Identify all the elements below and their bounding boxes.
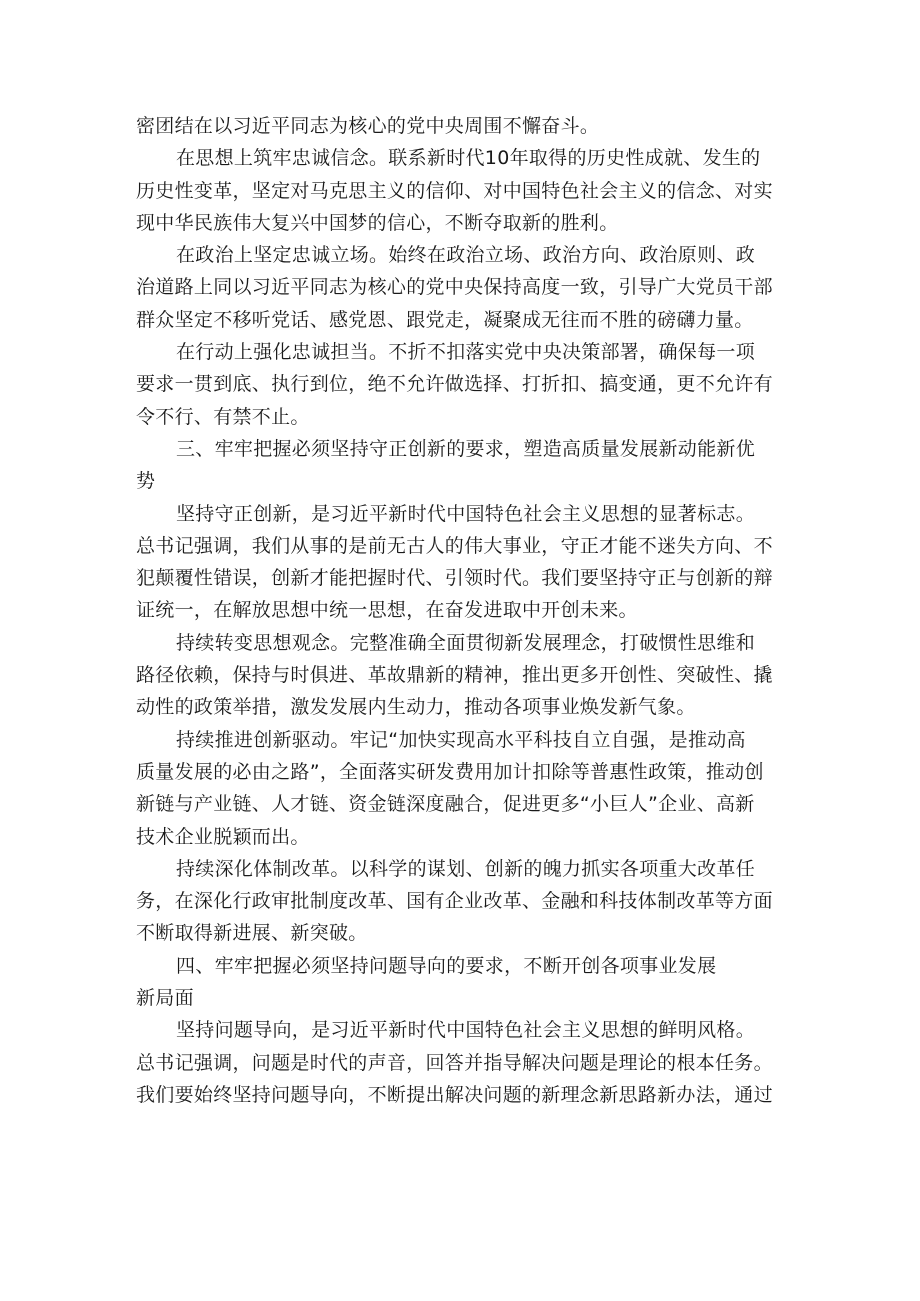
text-line: 在政治上坚定忠诚立场。始终在政治立场、政治方向、政治原则、政 <box>176 244 756 267</box>
text-line: 不断取得新进展、新突破。 <box>136 922 368 945</box>
text-line: 现中华民族伟大复兴中国梦的信心，不断夺取新的胜利。 <box>136 211 619 234</box>
text-line: 新链与产业链、人才链、资金链深度融合，促进更多“小巨人”企业、高新 <box>136 793 755 816</box>
text-line: 技术企业脱颖而出。 <box>136 825 310 848</box>
text-line: 路径依赖，保持与时俱进、革故鼎新的精神，推出更多开创性、突破性、撬 <box>136 664 773 687</box>
text-line: 坚持守正创新，是习近平新时代中国特色社会主义思想的显著标志。 <box>176 502 756 525</box>
text-line: 持续转变思想观念。完整准确全面贯彻新发展理念，打破惯性思维和 <box>176 631 756 654</box>
text-line: 持续深化体制改革。以科学的谋划、创新的魄力抓实各项重大改革任 <box>176 857 756 880</box>
text-line: 在思想上筑牢忠诚信念。联系新时代10年取得的历史性成就、发生的 <box>176 147 761 170</box>
section-heading: 新局面 <box>136 987 194 1010</box>
text-line: 历史性变革，坚定对马克思主义的信仰、对中国特色社会主义的信念、对实 <box>136 179 773 202</box>
text-line: 持续推进创新驱动。牢记“加快实现高水平科技自立自强，是推动高 <box>176 728 746 751</box>
text-line: 令不行、有禁不止。 <box>136 405 310 428</box>
text-line: 坚持问题导向，是习近平新时代中国特色社会主义思想的鲜明风格。 <box>176 1019 756 1042</box>
text-line: 犯颠覆性错误，创新才能把握时代、引领时代。我们要坚持守正与创新的辩 <box>136 567 773 590</box>
text-line: 密团结在以习近平同志为核心的党中央周围不懈奋斗。 <box>136 115 600 137</box>
text-line: 务，在深化行政审批制度改革、国有企业改革、金融和科技体制改革等方面 <box>136 890 773 913</box>
text-line: 治道路上同以习近平同志为核心的党中央保持高度一致，引导广大党员干部 <box>136 276 773 299</box>
text-line: 总书记强调，问题是时代的声音，回答并指导解决问题是理论的根本任务。 <box>136 1051 773 1074</box>
body-text <box>136 110 796 1111</box>
text-line: 质量发展的必由之路”，全面落实研发费用加计扣除等普惠性政策，推动创 <box>136 760 764 783</box>
text-line: 总书记强调，我们从事的是前无古人的伟大事业，守正才能不迷失方向、不 <box>136 534 773 557</box>
section-heading: 三、牢牢把握必须坚持守正创新的要求，塑造高质量发展新动能新优 <box>176 437 756 460</box>
text-line: 群众坚定不移听党话、感党恩、跟党走，凝聚成无往而不胜的磅礴力量。 <box>136 308 754 331</box>
text-line: 我们要始终坚持问题导向，不断提出解决问题的新理念新思路新办法，通过 <box>136 1083 773 1106</box>
text-line: 要求一贯到底、执行到位，绝不允许做选择、打折扣、搞变通，更不允许有 <box>136 373 773 396</box>
text-line: 在行动上强化忠诚担当。不折不扣落实党中央决策部署，确保每一项 <box>176 341 756 364</box>
text-line: 证统一，在解放思想中统一思想，在奋发进取中开创未来。 <box>136 599 638 622</box>
text-line: 动性的政策举措，激发发展内生动力，推动各项事业焕发新气象。 <box>136 696 696 719</box>
section-heading: 势 <box>136 470 156 493</box>
section-heading: 四、牢牢把握必须坚持问题导向的要求，不断开创各项事业发展 <box>176 954 717 977</box>
